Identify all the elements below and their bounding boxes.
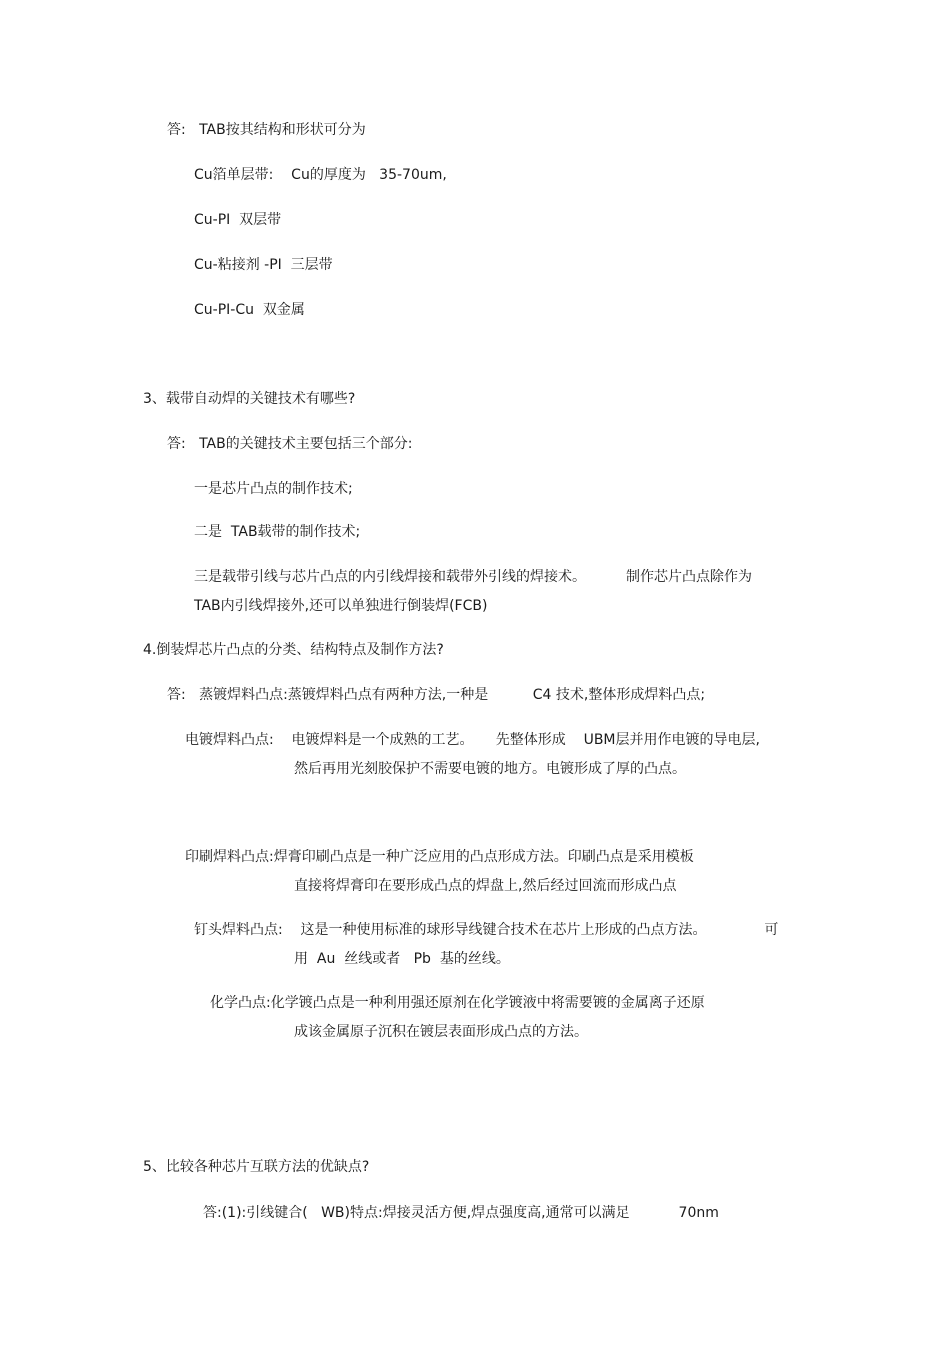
tab-type-cu-single-layer: Cu箔单层带: Cu的厚度为 35-70um, [194, 167, 447, 183]
tab-type-cu-adhesive-pi-triple-layer: Cu-粘接剂 -PI 三层带 [194, 257, 333, 273]
question-4: 4.倒装焊芯片凸点的分类、结构特点及制作方法? [143, 642, 444, 658]
answer-3-item-2: 二是 TAB载带的制作技术; [194, 524, 361, 540]
answer-4-evaporated-bump: 答: 蒸镀焊料凸点:蒸镀焊料凸点有两种方法,一种是 C4 技术,整体形成焊料凸点; [167, 687, 706, 703]
tab-type-cu-pi-double-layer: Cu-PI 双层带 [194, 212, 282, 228]
answer-3-item-3: 三是载带引线与芯片凸点的内引线焊接和载带外引线的焊接术。 制作芯片凸点除作为 [194, 569, 753, 585]
answer-4-chemical-bump: 化学凸点:化学镀凸点是一种利用强还原剂在化学镀液中将需要镀的金属离子还原 [210, 995, 705, 1011]
answer-4-electroplated-bump: 电镀焊料凸点: 电镀焊料是一个成熟的工艺。 先整体形成 UBM层并用作电镀的导电层, [185, 732, 760, 748]
question-5: 5、比较各种芯片互联方法的优缺点? [143, 1159, 370, 1175]
answer-5-wire-bonding: 答:(1):引线键合( WB)特点:焊接灵活方便,焊点强度高,通常可以满足 70nm [203, 1205, 719, 1221]
answer-4-electroplated-bump-cont: 然后再用光刻胶保护不需要电镀的地方。电镀形成了厚的凸点。 [294, 761, 686, 777]
answer-3-item-3-cont: TAB内引线焊接外,还可以单独进行倒装焊(FCB) [194, 598, 488, 614]
answer-3-item-1: 一是芯片凸点的制作技术; [194, 481, 353, 497]
answer-4-stud-bump: 钉头焊料凸点: 这是一种使用标准的球形导线键合技术在芯片上形成的凸点方法。 可 [194, 922, 779, 938]
question-3: 3、载带自动焊的关键技术有哪些? [143, 391, 356, 407]
answer-4-printed-bump-cont: 直接将焊膏印在要形成凸点的焊盘上,然后经过回流而形成凸点 [294, 878, 677, 894]
answer-3-intro: 答: TAB的关键技术主要包括三个部分: [167, 436, 413, 452]
answer-4-chemical-bump-cont: 成该金属原子沉积在镀层表面形成凸点的方法。 [294, 1024, 588, 1040]
tab-type-cu-pi-cu-double-metal: Cu-PI-Cu 双金属 [194, 302, 305, 318]
answer-tab-structure: 答: TAB按其结构和形状可分为 [167, 122, 366, 138]
answer-4-stud-bump-cont: 用 Au 丝线或者 Pb 基的丝线。 [294, 951, 510, 967]
answer-4-printed-bump: 印刷焊料凸点:焊膏印刷凸点是一种广泛应用的凸点形成方法。印刷凸点是采用模板 [185, 849, 694, 865]
